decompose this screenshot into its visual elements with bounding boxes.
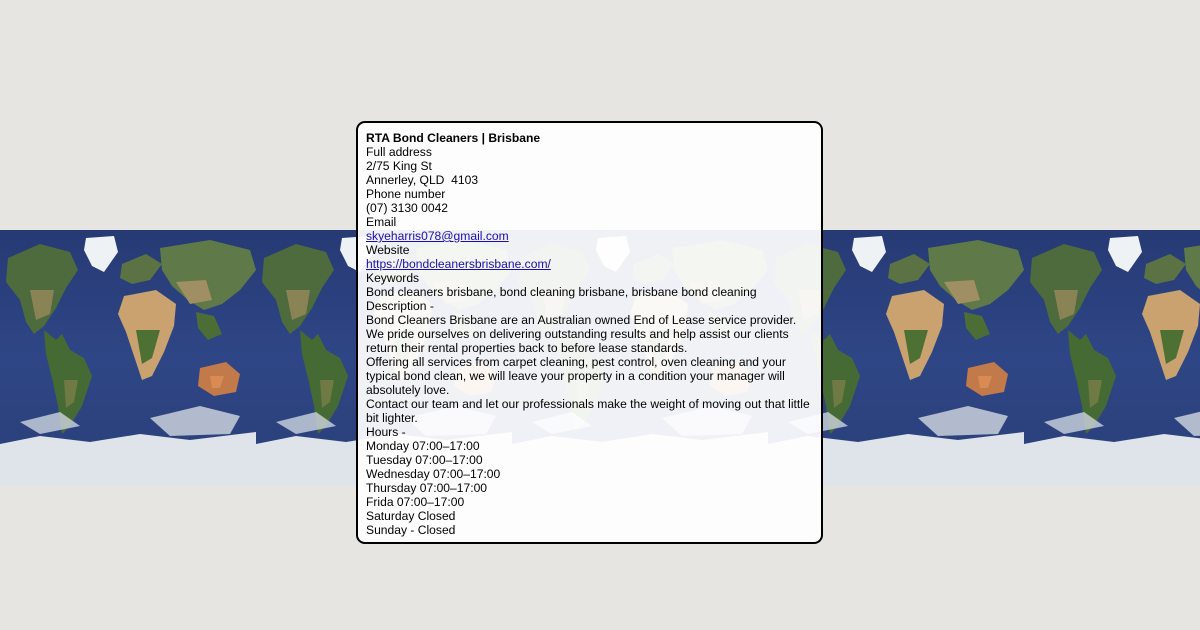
hours-monday: Monday 07:00–17:00 bbox=[366, 439, 480, 453]
business-title: RTA Bond Cleaners | Brisbane bbox=[366, 131, 541, 145]
email-label: Email bbox=[366, 215, 397, 229]
keywords-label: Keywords bbox=[366, 271, 420, 285]
website-link[interactable]: https://bondcleanersbrisbane.com/ bbox=[366, 257, 551, 271]
hours-wednesday: Wednesday 07:00–17:00 bbox=[366, 467, 501, 481]
hours-sunday: Sunday - Closed bbox=[366, 523, 456, 537]
hours-saturday: Saturday Closed bbox=[366, 509, 456, 523]
description-label: Description - bbox=[366, 299, 434, 313]
description-paragraph-2: Offering all services from carpet cleaning, pest control, oven cleaning and your typical bond clean, we will leave your property in a condition your manager will absolutely love. bbox=[366, 355, 786, 397]
description-paragraph-3: Contact our team and let our professionals make the weight of moving out that little bit lighter. bbox=[366, 397, 810, 425]
world-map-tile bbox=[0, 230, 256, 486]
description-paragraph-1: Bond Cleaners Brisbane are an Australian owned End of Lease service provider. We pride ourselves on delivering outstanding results and help assist our clients return their rental properties back to before lease standards. bbox=[366, 313, 797, 355]
hours-thursday: Thursday 07:00–17:00 bbox=[366, 481, 488, 495]
address-line-2: Annerley, QLD 4103 bbox=[366, 173, 479, 187]
phone-number: (07) 3130 0042 bbox=[366, 201, 449, 215]
business-info-card bbox=[356, 121, 823, 544]
website-label: Website bbox=[366, 243, 410, 257]
address-line-1: 2/75 King St bbox=[366, 159, 432, 173]
hours-tuesday: Tuesday 07:00–17:00 bbox=[366, 453, 483, 467]
world-map-tile bbox=[1024, 230, 1200, 486]
address-label: Full address bbox=[366, 145, 432, 159]
hours-label: Hours - bbox=[366, 425, 406, 439]
phone-label: Phone number bbox=[366, 187, 446, 201]
hours-friday: Frida 07:00–17:00 bbox=[366, 495, 465, 509]
email-link[interactable]: skyeharris078@gmail.com bbox=[366, 229, 509, 243]
keywords-text: Bond cleaners brisbane, bond cleaning brisbane, brisbane bond cleaning bbox=[366, 285, 757, 299]
